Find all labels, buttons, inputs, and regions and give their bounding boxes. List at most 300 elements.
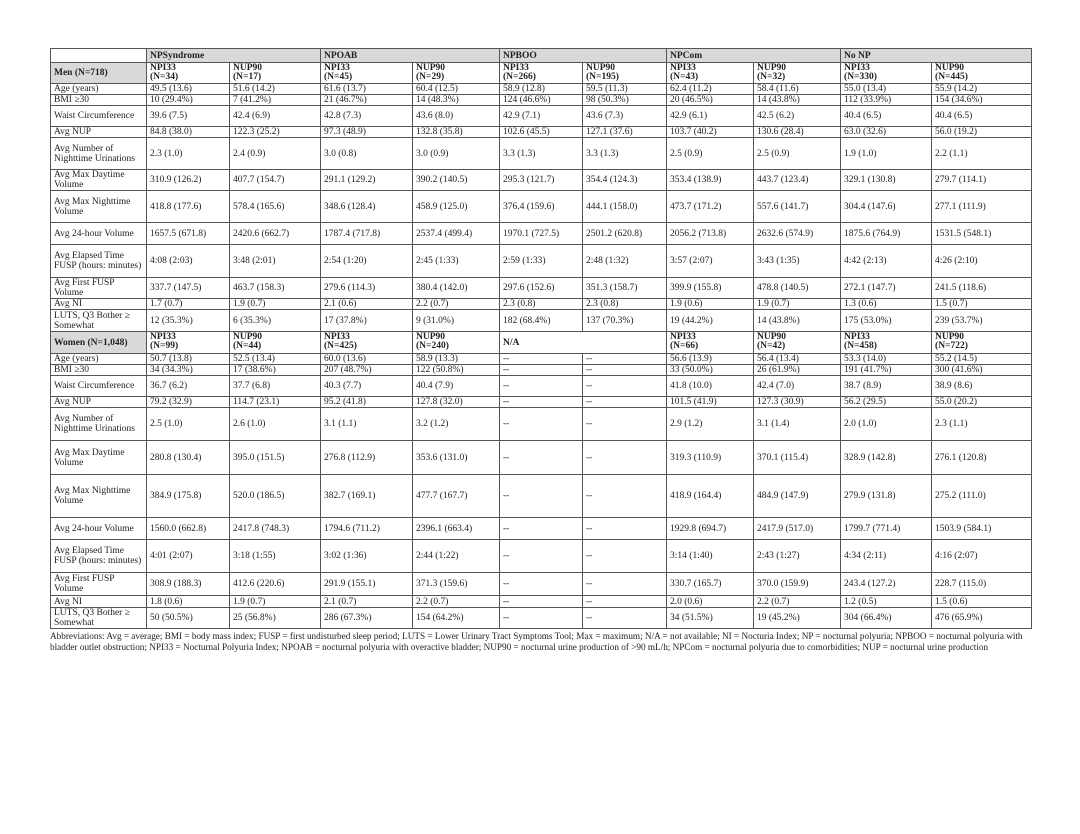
column-sample-size: (N=43): [670, 72, 699, 82]
column-header: [932, 63, 1032, 84]
column-sample-size: (N=722): [935, 341, 968, 351]
table-row: [51, 475, 1032, 518]
table-cell: 376.4 (159.6): [500, 191, 583, 223]
table-cell: 1560.0 (662.8): [147, 518, 230, 540]
column-criterion: NUP90: [935, 332, 965, 342]
row-label: LUTS, Q3 Bother ≥ Somewhat: [51, 608, 147, 629]
table-cell: 2396.1 (663.4): [413, 518, 500, 540]
table-row: [51, 518, 1032, 540]
table-cell: 1787.4 (717.8): [321, 223, 413, 245]
row-label: Avg Max Daytime Volume: [51, 170, 147, 191]
table-cell: 328.9 (142.8): [841, 441, 932, 475]
table-cell: 2.2 (0.7): [413, 596, 500, 608]
table-row: [51, 191, 1032, 223]
group-header: NPBOO: [500, 49, 667, 63]
table-cell: --: [500, 408, 583, 441]
column-header: [321, 332, 413, 354]
table-cell: 412.6 (220.6): [230, 573, 321, 596]
table-cell: 127.1 (37.6): [583, 127, 667, 138]
table-cell: 300 (41.6%): [932, 365, 1032, 376]
column-criterion: NPI33: [670, 332, 696, 342]
table-row: [51, 408, 1032, 441]
table-cell: 1531.5 (548.1): [932, 223, 1032, 245]
table-cell: 42.9 (6.1): [667, 106, 754, 127]
table-cell: 239 (53.7%): [932, 310, 1032, 332]
table-cell: 279.7 (114.1): [932, 170, 1032, 191]
table-cell: 58.4 (11.6): [754, 84, 841, 95]
table-cell: 297.6 (152.6): [500, 278, 583, 299]
row-label: Avg First FUSP Volume: [51, 278, 147, 299]
table-cell: 34 (34.3%): [147, 365, 230, 376]
table-cell: 33 (50.0%): [667, 365, 754, 376]
row-label: Avg Max Nighttime Volume: [51, 475, 147, 518]
table-cell: 520.0 (186.5): [230, 475, 321, 518]
column-criterion: NPI33: [844, 332, 870, 342]
table-cell: 58.9 (12.8): [500, 84, 583, 95]
table-cell: 97.3 (48.9): [321, 127, 413, 138]
table-cell: 9 (31.0%): [413, 310, 500, 332]
table-cell: --: [583, 608, 667, 629]
table-cell: 1.9 (0.7): [230, 299, 321, 310]
table-cell: --: [500, 475, 583, 518]
table-cell: 14 (48.3%): [413, 95, 500, 106]
table-cell: 276.1 (120.8): [932, 441, 1032, 475]
column-header: [841, 332, 932, 354]
document-page: [50, 48, 1031, 653]
table-row: [51, 106, 1032, 127]
table-cell: 56.6 (13.9): [667, 354, 754, 365]
table-cell: 122 (50.8%): [413, 365, 500, 376]
table-cell: 38.9 (8.6): [932, 376, 1032, 397]
row-label: Avg Elapsed Time FUSP (hours: minutes): [51, 245, 147, 278]
table-cell: --: [500, 365, 583, 376]
table-cell: 14 (43.8%): [754, 95, 841, 106]
table-cell: 56.2 (29.5): [841, 397, 932, 408]
table-cell: 473.7 (171.2): [667, 191, 754, 223]
table-cell: 3.3 (1.3): [500, 138, 583, 170]
table-cell: 56.4 (13.4): [754, 354, 841, 365]
table-cell: 277.1 (111.9): [932, 191, 1032, 223]
table-cell: 2.9 (1.2): [667, 408, 754, 441]
column-header: [754, 63, 841, 84]
not-available-label: N/A: [500, 332, 667, 354]
table-cell: 458.9 (125.0): [413, 191, 500, 223]
table-cell: 1799.7 (771.4): [841, 518, 932, 540]
table-cell: 380.4 (142.0): [413, 278, 500, 299]
table-row: [51, 299, 1032, 310]
table-cell: 50 (50.5%): [147, 608, 230, 629]
table-row: [51, 127, 1032, 138]
table-cell: 2420.6 (662.7): [230, 223, 321, 245]
table-cell: 1970.1 (727.5): [500, 223, 583, 245]
table-cell: 418.8 (177.6): [147, 191, 230, 223]
table-cell: 279.6 (114.3): [321, 278, 413, 299]
table-cell: 4:16 (2:07): [932, 540, 1032, 573]
table-cell: 17 (37.8%): [321, 310, 413, 332]
row-label: Avg Number of Nighttime Urinations: [51, 408, 147, 441]
row-label: Avg Max Daytime Volume: [51, 441, 147, 475]
table-row: [51, 596, 1032, 608]
row-label: Avg Max Nighttime Volume: [51, 191, 147, 223]
table-cell: 20 (46.5%): [667, 95, 754, 106]
table-cell: 3.1 (1.4): [754, 408, 841, 441]
table-cell: 476 (65.9%): [932, 608, 1032, 629]
table-cell: 1.9 (0.7): [754, 299, 841, 310]
table-row: [51, 223, 1032, 245]
table-row: [51, 310, 1032, 332]
table-cell: 1.8 (0.6): [147, 596, 230, 608]
table-row: [51, 138, 1032, 170]
row-label: Avg NI: [51, 596, 147, 608]
table-cell: 12 (35.3%): [147, 310, 230, 332]
column-header: [841, 63, 932, 84]
table-cell: 3.3 (1.3): [583, 138, 667, 170]
table-cell: --: [583, 475, 667, 518]
table-cell: 55.0 (13.4): [841, 84, 932, 95]
table-cell: 2.0 (0.6): [667, 596, 754, 608]
table-cell: 280.8 (130.4): [147, 441, 230, 475]
row-label: Avg 24-hour Volume: [51, 223, 147, 245]
table-cell: --: [583, 397, 667, 408]
column-header: [230, 332, 321, 354]
table-cell: 182 (68.4%): [500, 310, 583, 332]
table-cell: 390.2 (140.5): [413, 170, 500, 191]
table-cell: 2632.6 (574.9): [754, 223, 841, 245]
table-cell: 2.0 (1.0): [841, 408, 932, 441]
table-cell: 154 (34.6%): [932, 95, 1032, 106]
table-cell: 51.6 (14.2): [230, 84, 321, 95]
women-section-header: [51, 332, 1032, 354]
table-cell: 2.3 (1.1): [932, 408, 1032, 441]
table-cell: 19 (45.2%): [754, 608, 841, 629]
table-cell: 40.3 (7.7): [321, 376, 413, 397]
table-cell: 1.9 (0.7): [230, 596, 321, 608]
table-cell: 42.5 (6.2): [754, 106, 841, 127]
table-cell: 122.3 (25.2): [230, 127, 321, 138]
table-row: [51, 245, 1032, 278]
row-label: Avg Elapsed Time FUSP (hours: minutes): [51, 540, 147, 573]
table-cell: 2.3 (0.8): [500, 299, 583, 310]
men-section-header: [51, 63, 1032, 84]
column-sample-size: (N=29): [416, 72, 445, 82]
table-cell: --: [583, 441, 667, 475]
table-cell: 2.2 (0.7): [754, 596, 841, 608]
table-cell: --: [500, 518, 583, 540]
column-sample-size: (N=99): [150, 341, 179, 351]
table-cell: 127.3 (30.9): [754, 397, 841, 408]
row-label: BMI ≥30: [51, 95, 147, 106]
table-cell: 4:34 (2:11): [841, 540, 932, 573]
column-criterion: NPI33: [670, 63, 696, 73]
column-sample-size: (N=266): [503, 72, 536, 82]
row-label: Waist Circumference: [51, 106, 147, 127]
table-row: [51, 278, 1032, 299]
group-header-row: [51, 49, 1032, 63]
table-cell: 353.4 (138.9): [667, 170, 754, 191]
table-row: [51, 573, 1032, 596]
table-cell: --: [583, 596, 667, 608]
table-cell: 241.5 (118.6): [932, 278, 1032, 299]
table-cell: 37.7 (6.8): [230, 376, 321, 397]
table-cell: 132.8 (35.8): [413, 127, 500, 138]
table-cell: 2.3 (1.0): [147, 138, 230, 170]
table-cell: 3:02 (1:36): [321, 540, 413, 573]
table-cell: 56.0 (19.2): [932, 127, 1032, 138]
table-cell: 191 (41.7%): [841, 365, 932, 376]
table-cell: 43.6 (7.3): [583, 106, 667, 127]
column-header: [321, 63, 413, 84]
table-cell: 557.6 (141.7): [754, 191, 841, 223]
table-cell: 101.5 (41.9): [667, 397, 754, 408]
table-cell: 98 (50.3%): [583, 95, 667, 106]
column-header: [754, 332, 841, 354]
table-cell: 79.2 (32.9): [147, 397, 230, 408]
column-criterion: NPI33: [150, 332, 176, 342]
table-cell: 61.6 (13.7): [321, 84, 413, 95]
table-cell: 42.4 (6.9): [230, 106, 321, 127]
row-label: Avg NI: [51, 299, 147, 310]
table-cell: 2.5 (0.9): [667, 138, 754, 170]
table-cell: 3.1 (1.1): [321, 408, 413, 441]
table-row: [51, 608, 1032, 629]
table-cell: 4:08 (2:03): [147, 245, 230, 278]
table-cell: 112 (33.9%): [841, 95, 932, 106]
table-cell: 399.9 (155.8): [667, 278, 754, 299]
table-cell: 25 (56.8%): [230, 608, 321, 629]
column-sample-size: (N=44): [233, 341, 262, 351]
table-row: [51, 540, 1032, 573]
table-cell: --: [583, 573, 667, 596]
column-header: [500, 63, 583, 84]
table-cell: 329.1 (130.8): [841, 170, 932, 191]
table-cell: 243.4 (127.2): [841, 573, 932, 596]
column-header: [667, 332, 754, 354]
table-cell: 42.4 (7.0): [754, 376, 841, 397]
column-criterion: NPI33: [324, 63, 350, 73]
table-cell: 114.7 (23.1): [230, 397, 321, 408]
table-row: [51, 441, 1032, 475]
table-cell: 443.7 (123.4): [754, 170, 841, 191]
table-cell: --: [500, 596, 583, 608]
table-cell: 42.8 (7.3): [321, 106, 413, 127]
table-cell: --: [500, 540, 583, 573]
table-cell: 444.1 (158.0): [583, 191, 667, 223]
table-cell: 10 (29.4%): [147, 95, 230, 106]
table-cell: 477.7 (167.7): [413, 475, 500, 518]
table-cell: 14 (43.8%): [754, 310, 841, 332]
table-cell: 319.3 (110.9): [667, 441, 754, 475]
table-cell: 124 (46.6%): [500, 95, 583, 106]
table-cell: 2:54 (1:20): [321, 245, 413, 278]
table-cell: 127.8 (32.0): [413, 397, 500, 408]
table-cell: 4:01 (2:07): [147, 540, 230, 573]
table-cell: 7 (41.2%): [230, 95, 321, 106]
column-criterion: NUP90: [416, 63, 446, 73]
table-row: [51, 376, 1032, 397]
column-criterion: NPI33: [503, 63, 529, 73]
table-cell: 353.6 (131.0): [413, 441, 500, 475]
table-cell: 371.3 (159.6): [413, 573, 500, 596]
table-cell: 2537.4 (499.4): [413, 223, 500, 245]
column-criterion: NUP90: [233, 332, 263, 342]
table-row: [51, 84, 1032, 95]
table-cell: 370.0 (159.9): [754, 573, 841, 596]
table-cell: 50.7 (13.8): [147, 354, 230, 365]
table-cell: 1.9 (1.0): [841, 138, 932, 170]
table-cell: 291.1 (129.2): [321, 170, 413, 191]
table-cell: 276.8 (112.9): [321, 441, 413, 475]
table-cell: 84.8 (38.0): [147, 127, 230, 138]
column-sample-size: (N=458): [844, 341, 877, 351]
table-cell: 3:48 (2:01): [230, 245, 321, 278]
column-header: [413, 63, 500, 84]
table-cell: 40.4 (6.5): [841, 106, 932, 127]
table-cell: 2:45 (1:33): [413, 245, 500, 278]
table-cell: --: [583, 376, 667, 397]
column-criterion: NUP90: [935, 63, 965, 73]
table-cell: 3.0 (0.9): [413, 138, 500, 170]
table-cell: 478.8 (140.5): [754, 278, 841, 299]
table-cell: 3:43 (1:35): [754, 245, 841, 278]
table-cell: 4:42 (2:13): [841, 245, 932, 278]
row-label: Waist Circumference: [51, 376, 147, 397]
group-header: NPOAB: [321, 49, 500, 63]
column-sample-size: (N=66): [670, 341, 699, 351]
row-label: Age (years): [51, 354, 147, 365]
table-cell: 60.0 (13.6): [321, 354, 413, 365]
table-cell: 1657.5 (671.8): [147, 223, 230, 245]
column-sample-size: (N=32): [757, 72, 786, 82]
row-label: Age (years): [51, 84, 147, 95]
table-cell: 2.4 (0.9): [230, 138, 321, 170]
table-cell: 39.6 (7.5): [147, 106, 230, 127]
column-header: [583, 63, 667, 84]
table-cell: 42.9 (7.1): [500, 106, 583, 127]
column-criterion: NPI33: [150, 63, 176, 73]
table-cell: 21 (46.7%): [321, 95, 413, 106]
table-cell: 354.4 (124.3): [583, 170, 667, 191]
table-cell: 3.0 (0.8): [321, 138, 413, 170]
column-header: [230, 63, 321, 84]
table-cell: --: [500, 397, 583, 408]
column-sample-size: (N=42): [757, 341, 786, 351]
table-cell: 1.5 (0.6): [932, 596, 1032, 608]
table-row: [51, 397, 1032, 408]
table-cell: 2056.2 (713.8): [667, 223, 754, 245]
table-cell: 130.6 (28.4): [754, 127, 841, 138]
table-cell: 1875.6 (764.9): [841, 223, 932, 245]
table-cell: 60.4 (12.5): [413, 84, 500, 95]
table-cell: 53.3 (14.0): [841, 354, 932, 365]
table-cell: 279.9 (131.8): [841, 475, 932, 518]
table-cell: 38.7 (8.9): [841, 376, 932, 397]
column-sample-size: (N=34): [150, 72, 179, 82]
table-cell: 3:18 (1:55): [230, 540, 321, 573]
table-cell: 295.3 (121.7): [500, 170, 583, 191]
table-cell: 337.7 (147.5): [147, 278, 230, 299]
table-cell: --: [500, 573, 583, 596]
table-cell: 384.9 (175.8): [147, 475, 230, 518]
table-cell: 55.9 (14.2): [932, 84, 1032, 95]
table-cell: 3.2 (1.2): [413, 408, 500, 441]
column-sample-size: (N=195): [586, 72, 619, 82]
table-cell: --: [583, 408, 667, 441]
table-cell: 1503.9 (584.1): [932, 518, 1032, 540]
column-sample-size: (N=330): [844, 72, 877, 82]
table-cell: 36.7 (6.2): [147, 376, 230, 397]
column-criterion: NUP90: [416, 332, 446, 342]
row-label: Avg 24-hour Volume: [51, 518, 147, 540]
table-cell: 310.9 (126.2): [147, 170, 230, 191]
table-cell: --: [583, 540, 667, 573]
table-cell: 330.7 (165.7): [667, 573, 754, 596]
column-criterion: NPI33: [324, 332, 350, 342]
column-header: [932, 332, 1032, 354]
table-cell: --: [583, 365, 667, 376]
column-sample-size: (N=17): [233, 72, 262, 82]
men-section-label: Men (N=718): [51, 63, 147, 84]
table-cell: 1.7 (0.7): [147, 299, 230, 310]
table-cell: 3:57 (2:07): [667, 245, 754, 278]
table-cell: 103.7 (40.2): [667, 127, 754, 138]
table-cell: 40.4 (6.5): [932, 106, 1032, 127]
table-cell: 207 (48.7%): [321, 365, 413, 376]
column-sample-size: (N=240): [416, 341, 449, 351]
table-cell: 19 (44.2%): [667, 310, 754, 332]
table-cell: 58.9 (13.3): [413, 354, 500, 365]
column-criterion: NUP90: [233, 63, 263, 73]
row-label: Avg Number of Nighttime Urinations: [51, 138, 147, 170]
table-cell: --: [500, 441, 583, 475]
column-sample-size: (N=45): [324, 72, 353, 82]
table-cell: 370.1 (115.4): [754, 441, 841, 475]
table-cell: 407.7 (154.7): [230, 170, 321, 191]
table-cell: 275.2 (111.0): [932, 475, 1032, 518]
column-sample-size: (N=445): [935, 72, 968, 82]
table-cell: 578.4 (165.6): [230, 191, 321, 223]
column-criterion: NUP90: [757, 332, 787, 342]
table-cell: 154 (64.2%): [413, 608, 500, 629]
table-cell: 2.5 (0.9): [754, 138, 841, 170]
table-cell: 348.6 (128.4): [321, 191, 413, 223]
row-label: BMI ≥30: [51, 365, 147, 376]
women-section-label: Women (N=1,048): [51, 332, 147, 354]
table-cell: 484.9 (147.9): [754, 475, 841, 518]
column-criterion: NPI33: [844, 63, 870, 73]
table-cell: 463.7 (158.3): [230, 278, 321, 299]
table-cell: 2.1 (0.6): [321, 299, 413, 310]
table-cell: 286 (67.3%): [321, 608, 413, 629]
table-cell: 2501.2 (620.8): [583, 223, 667, 245]
table-cell: 52.5 (13.4): [230, 354, 321, 365]
table-cell: 2:43 (1:27): [754, 540, 841, 573]
row-label: Avg First FUSP Volume: [51, 573, 147, 596]
column-header: [667, 63, 754, 84]
table-row: [51, 365, 1032, 376]
table-cell: 1.9 (0.6): [667, 299, 754, 310]
table-cell: 49.5 (13.6): [147, 84, 230, 95]
nocturnal-polyuria-table: [50, 48, 1032, 629]
table-cell: --: [500, 608, 583, 629]
table-cell: 228.7 (115.0): [932, 573, 1032, 596]
group-header: No NP: [841, 49, 1032, 63]
table-cell: 40.4 (7.9): [413, 376, 500, 397]
table-cell: 382.7 (169.1): [321, 475, 413, 518]
row-label: Avg NUP: [51, 127, 147, 138]
table-cell: 2.2 (0.7): [413, 299, 500, 310]
column-criterion: NUP90: [586, 63, 616, 73]
abbreviations-footnote: Abbreviations: Avg = average; BMI = body mass index; FUSP = first undisturbed sleep period; LUTS = Lower Urinary Tract Symptoms Tool; Max = maximum; N/A = not available; NI = Nocturia Index; NP = nocturnal polyuria; NPBOO = nocturnal polyuria with bladder outlet obstruction; NPI33 = Nocturnal Polyuria Index; NPOAB = nocturnal polyuria with overactive bladder; NUP90 = nocturnal urine production of >90 mL/h; NPCom = nocturnal polyuria due to comorbidities; NUP = nocturnal urine production: [50, 631, 1023, 652]
